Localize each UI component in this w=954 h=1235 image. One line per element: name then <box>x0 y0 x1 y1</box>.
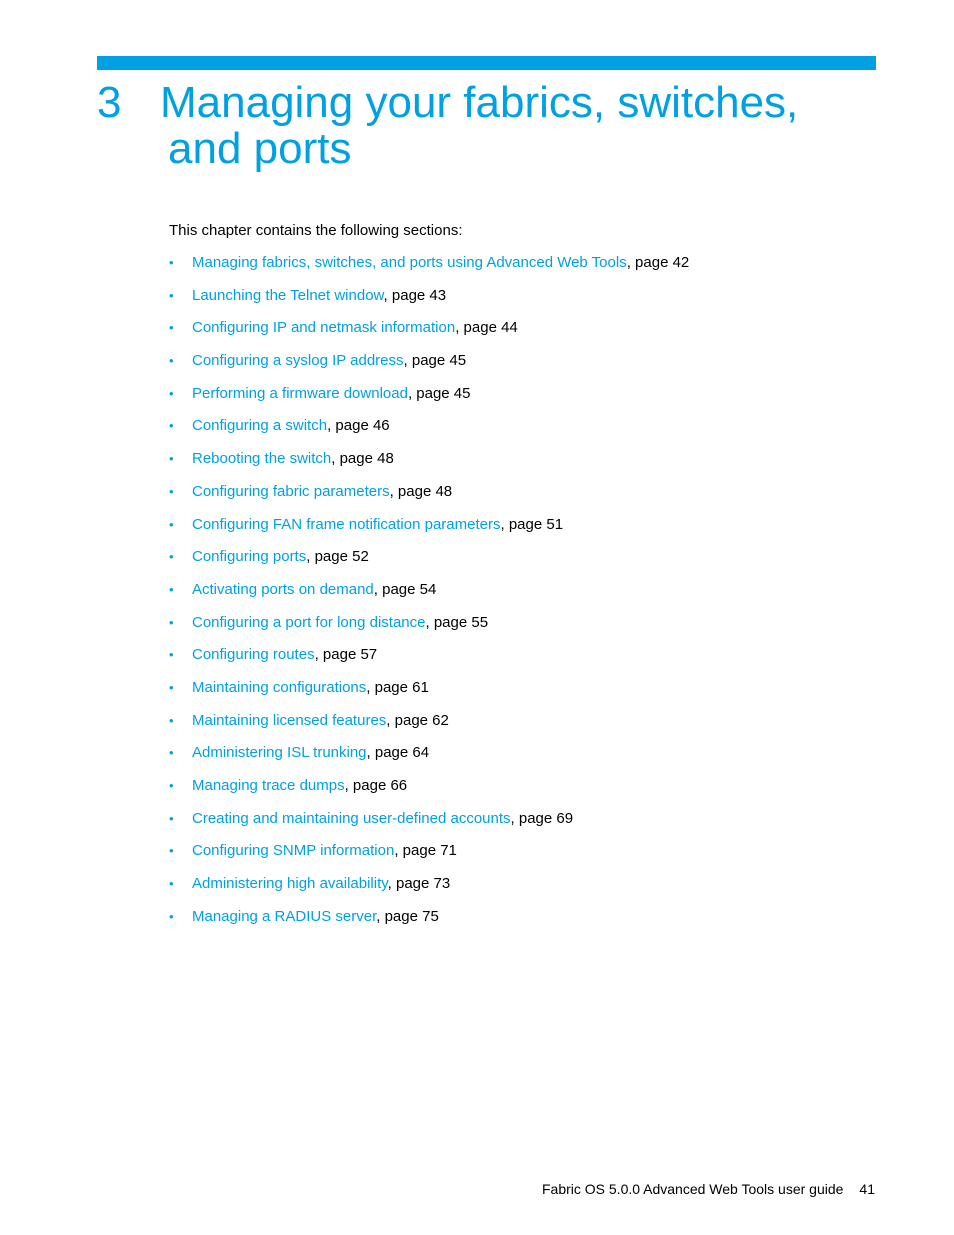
footer-page-number: 41 <box>859 1181 875 1197</box>
bullet-icon: • <box>169 876 174 892</box>
section-link[interactable]: Configuring ports <box>192 548 307 566</box>
section-link[interactable]: Configuring a port for long distance <box>192 613 426 631</box>
list-item <box>169 743 689 776</box>
bullet-icon: • <box>169 483 174 499</box>
section-link[interactable]: Configuring routes <box>192 646 315 664</box>
section-link[interactable]: Configuring a switch <box>192 417 328 435</box>
chapter-title: Managing your fabrics, switches, and ports <box>160 78 799 173</box>
bullet-icon: • <box>169 451 174 467</box>
page-ref: , page 48 <box>389 482 453 500</box>
list-item <box>169 253 689 286</box>
page-ref: , page 71 <box>394 842 457 860</box>
list-item <box>169 351 689 384</box>
section-link[interactable]: Rebooting the switch <box>192 450 332 468</box>
section-link[interactable]: Configuring fabric parameters <box>192 482 390 500</box>
section-link[interactable]: Configuring FAN frame notification parameters <box>192 515 501 533</box>
bullet-icon: • <box>169 320 174 336</box>
bullet-icon: • <box>169 810 174 826</box>
chapter-top-bar <box>97 56 876 70</box>
list-item <box>169 482 689 515</box>
page-ref: , page 42 <box>626 254 690 271</box>
page-ref: , page 61 <box>366 678 429 696</box>
bullet-icon: • <box>169 516 174 532</box>
bullet-icon: • <box>169 745 174 761</box>
bullet-icon: • <box>169 287 174 303</box>
section-link[interactable]: Performing a firmware download <box>192 384 408 402</box>
page-ref: , page 69 <box>510 809 574 827</box>
bullet-icon: • <box>169 385 174 401</box>
list-item <box>169 645 689 678</box>
bullet-icon: • <box>169 255 174 270</box>
intro-text: This chapter contains the following sections: <box>169 222 463 239</box>
section-link[interactable]: Managing fabrics, switches, and ports using Advanced Web Tools <box>192 254 627 271</box>
page-ref: , page 46 <box>327 417 390 435</box>
section-link[interactable]: Configuring IP and netmask information <box>192 319 456 337</box>
bullet-icon: • <box>169 679 174 695</box>
section-link[interactable]: Administering high availability <box>192 875 388 893</box>
bullet-icon: • <box>169 353 174 369</box>
section-link[interactable]: Maintaining licensed features <box>192 711 387 729</box>
bullet-icon: • <box>169 843 174 859</box>
page-ref: , page 57 <box>314 646 378 664</box>
section-link[interactable]: Managing a RADIUS server <box>192 907 377 925</box>
page-ref: , page 66 <box>344 777 408 794</box>
bullet-icon: • <box>169 549 174 565</box>
page-ref: , page 45 <box>407 384 471 402</box>
list-item <box>169 874 689 907</box>
section-link[interactable]: Configuring SNMP information <box>192 842 395 860</box>
page-ref: , page 43 <box>383 286 447 304</box>
list-item <box>169 449 689 482</box>
list-item <box>169 613 689 646</box>
list-item <box>169 907 689 940</box>
page-ref: , page 75 <box>376 907 439 925</box>
bullet-icon: • <box>169 614 174 630</box>
section-link[interactable]: Activating ports on demand <box>192 580 374 598</box>
footer-guide-title: Fabric OS 5.0.0 Advanced Web Tools user guide <box>541 1181 844 1197</box>
page-footer <box>542 1179 875 1199</box>
page-ref: , page 48 <box>331 450 394 468</box>
page-ref: , page 52 <box>306 548 369 566</box>
list-item <box>169 776 689 809</box>
section-list <box>169 253 689 939</box>
section-link[interactable]: Administering ISL trunking <box>192 744 367 762</box>
list-item <box>169 809 689 842</box>
section-link[interactable]: Launching the Telnet window <box>192 286 384 304</box>
list-item <box>169 318 689 351</box>
page-ref: , page 44 <box>455 319 518 337</box>
chapter-heading <box>97 80 877 172</box>
list-item <box>169 580 689 613</box>
list-item <box>169 547 689 580</box>
page-ref: , page 45 <box>403 352 467 370</box>
page-ref: , page 64 <box>366 744 430 762</box>
bullet-icon: • <box>169 712 174 728</box>
section-link[interactable]: Configuring a syslog IP address <box>192 352 404 370</box>
list-item <box>169 515 689 548</box>
bullet-icon: • <box>169 647 174 663</box>
list-item <box>169 678 689 711</box>
chapter-number: 3 <box>97 78 122 127</box>
list-item <box>169 711 689 744</box>
section-link[interactable]: Maintaining configurations <box>192 678 367 696</box>
bullet-icon: • <box>169 418 174 434</box>
list-item <box>169 286 689 319</box>
list-item <box>169 841 689 874</box>
bullet-icon: • <box>169 778 174 793</box>
list-item <box>169 416 689 449</box>
section-link[interactable]: Managing trace dumps <box>192 777 345 794</box>
page-ref: , page 62 <box>386 711 449 729</box>
section-link[interactable]: Creating and maintaining user-defined accounts <box>192 809 511 827</box>
page-ref: , page 73 <box>387 875 451 893</box>
bullet-icon: • <box>169 908 174 924</box>
bullet-icon: • <box>169 581 174 597</box>
list-item <box>169 384 689 417</box>
page-ref: , page 54 <box>373 580 437 598</box>
page-ref: , page 55 <box>425 613 489 631</box>
page-ref: , page 51 <box>500 515 564 533</box>
